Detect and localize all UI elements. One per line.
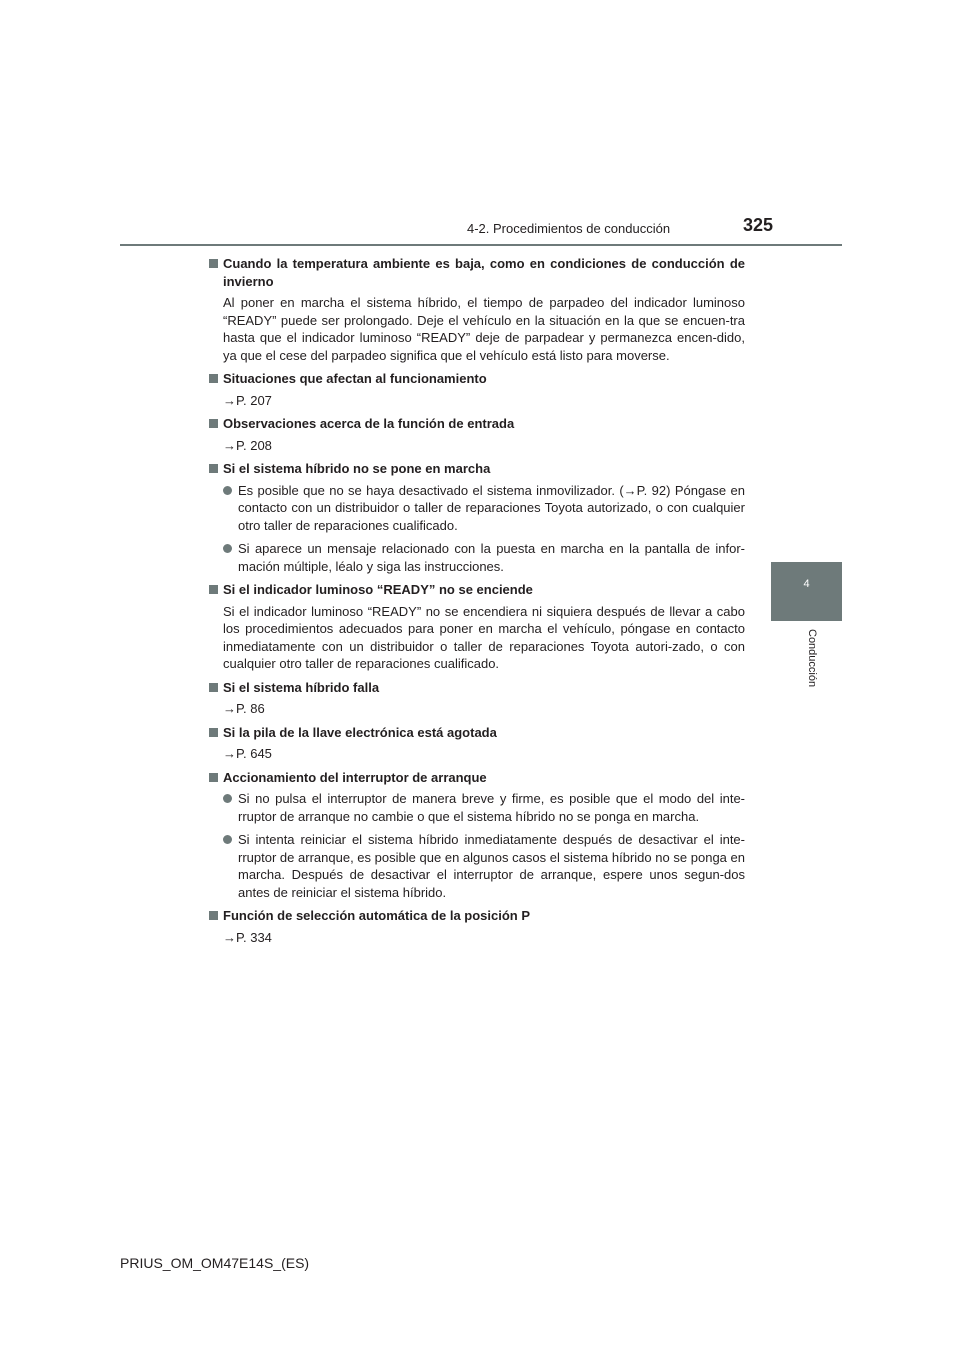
round-bullet-icon: [223, 794, 232, 803]
square-bullet-icon: [209, 419, 218, 428]
round-bullet-icon: [223, 835, 232, 844]
section-heading-text: Si el sistema híbrido falla: [223, 679, 380, 695]
chapter-tab: [771, 562, 842, 621]
section-heading-text: Función de selección automática de la posición P: [223, 908, 531, 923]
section-operation-factors: [209, 370, 745, 409]
square-bullet-icon: [209, 374, 218, 383]
section-heading: [209, 255, 745, 290]
section-heading: [209, 370, 745, 388]
section-hybrid-failure: [209, 679, 745, 718]
section-heading: [209, 581, 745, 599]
document-code: PRIUS_OM_OM47E14S_(ES): [120, 1255, 310, 1271]
chapter-label: Conducción: [806, 629, 818, 688]
section-heading-text: Accionamiento del interruptor de arranque: [223, 769, 487, 785]
section-auto-p-position: [209, 907, 745, 946]
page-reference-link[interactable]: →P. 208: [223, 437, 272, 453]
header-divider: [120, 244, 842, 246]
section-heading-text: Observaciones acerca de la función de entrada: [223, 416, 515, 431]
square-bullet-icon: [209, 728, 218, 737]
bullet-text: Si no pulsa el interruptor de manera breve y firme, es posible que el modo del inte-rruptor de arranque no cambie o que el sistema híbrido no se ponga en marcha.: [238, 791, 745, 824]
square-bullet-icon: [209, 585, 218, 594]
section-key-battery: [209, 724, 745, 763]
square-bullet-icon: [209, 259, 218, 268]
section-title: 4-2. Procedimientos de conducción: [467, 221, 671, 236]
section-heading: [209, 907, 745, 925]
square-bullet-icon: [209, 464, 218, 473]
section-text: Al poner en marcha el sistema híbrido, el tiempo de parpadeo del indicador luminoso “READY” puede ser prolongado. Deje el vehículo en la situación en la que se encuen-tra hasta que el indicador luminoso “READY” deje de parpadear y permanezca encen-dido, ya que el cese del parpadeo significa que el vehículo está listo para moverse.: [223, 295, 745, 363]
page-reference-link[interactable]: →P. 207: [223, 392, 272, 408]
section-heading-text: Si la pila de la llave electrónica está agotada: [223, 724, 497, 740]
section-ready-not-lit: [209, 581, 745, 673]
section-heading-text: Si el sistema híbrido no se pone en marcha: [223, 461, 491, 476]
section-start-switch: [209, 769, 745, 902]
square-bullet-icon: [209, 911, 218, 920]
section-entry-function: [209, 415, 745, 454]
section-heading: [209, 460, 745, 478]
section-cold-temperature: [209, 255, 745, 364]
square-bullet-icon: [209, 773, 218, 782]
section-text: Si el indicador luminoso “READY” no se encendiera ni siquiera después de llevar a cabo los procedimientos adecuados para poner en marcha el vehículo, póngase en contacto inmediatamente con un distribuidor o taller de reparaciones Toyota autori-zado, o con cualquier otro taller de reparaciones cualificado.: [223, 603, 745, 671]
section-heading-text: Cuando la temperatura ambiente es baja, como en condiciones de conducción de invierno: [223, 256, 745, 289]
bullet-item: [209, 540, 745, 575]
bullet-item: [209, 790, 745, 825]
section-heading: [209, 415, 745, 433]
square-bullet-icon: [209, 683, 218, 692]
section-heading-text: Situaciones que afectan al funcionamiento: [223, 371, 487, 386]
section-heading: [209, 724, 745, 742]
bullet-item: [209, 831, 745, 901]
page-number: 325: [743, 215, 774, 235]
chapter-number: 4: [803, 578, 810, 590]
bullet-text: Si intenta reiniciar el sistema híbrido inmediatamente después de desactivar el inte-rruptor de arranque, es posible que en algunos casos el sistema híbrido no se ponga en marcha. Después de desactivar el interruptor de arranque, espere unos segun-dos antes de reiniciar el sistema híbrido.: [238, 832, 745, 900]
page-reference-link[interactable]: →P. 86: [223, 701, 265, 716]
bullet-text: Es posible que no se haya desactivado el sistema inmovilizador. (→P. 92) Póngase en contacto con un distribuidor o taller de reparaciones Toyota autorizado, o con cualquier otro taller de reparaciones cualificado.: [238, 482, 745, 533]
section-hybrid-no-start: [209, 460, 745, 575]
bullet-text: Si aparece un mensaje relacionado con la puesta en marcha en la pantalla de infor-mación múltiple, léalo y siga las instrucciones.: [238, 541, 745, 574]
section-heading: [209, 679, 745, 697]
page-reference-link[interactable]: →P. 645: [223, 746, 272, 761]
round-bullet-icon: [223, 486, 232, 495]
bullet-item: [209, 482, 745, 535]
section-heading: [209, 769, 745, 787]
main-content: [209, 255, 745, 952]
section-heading-text: Si el indicador luminoso “READY” no se enciende: [223, 582, 533, 597]
round-bullet-icon: [223, 544, 232, 553]
page-reference-link[interactable]: →P. 334: [223, 929, 272, 945]
